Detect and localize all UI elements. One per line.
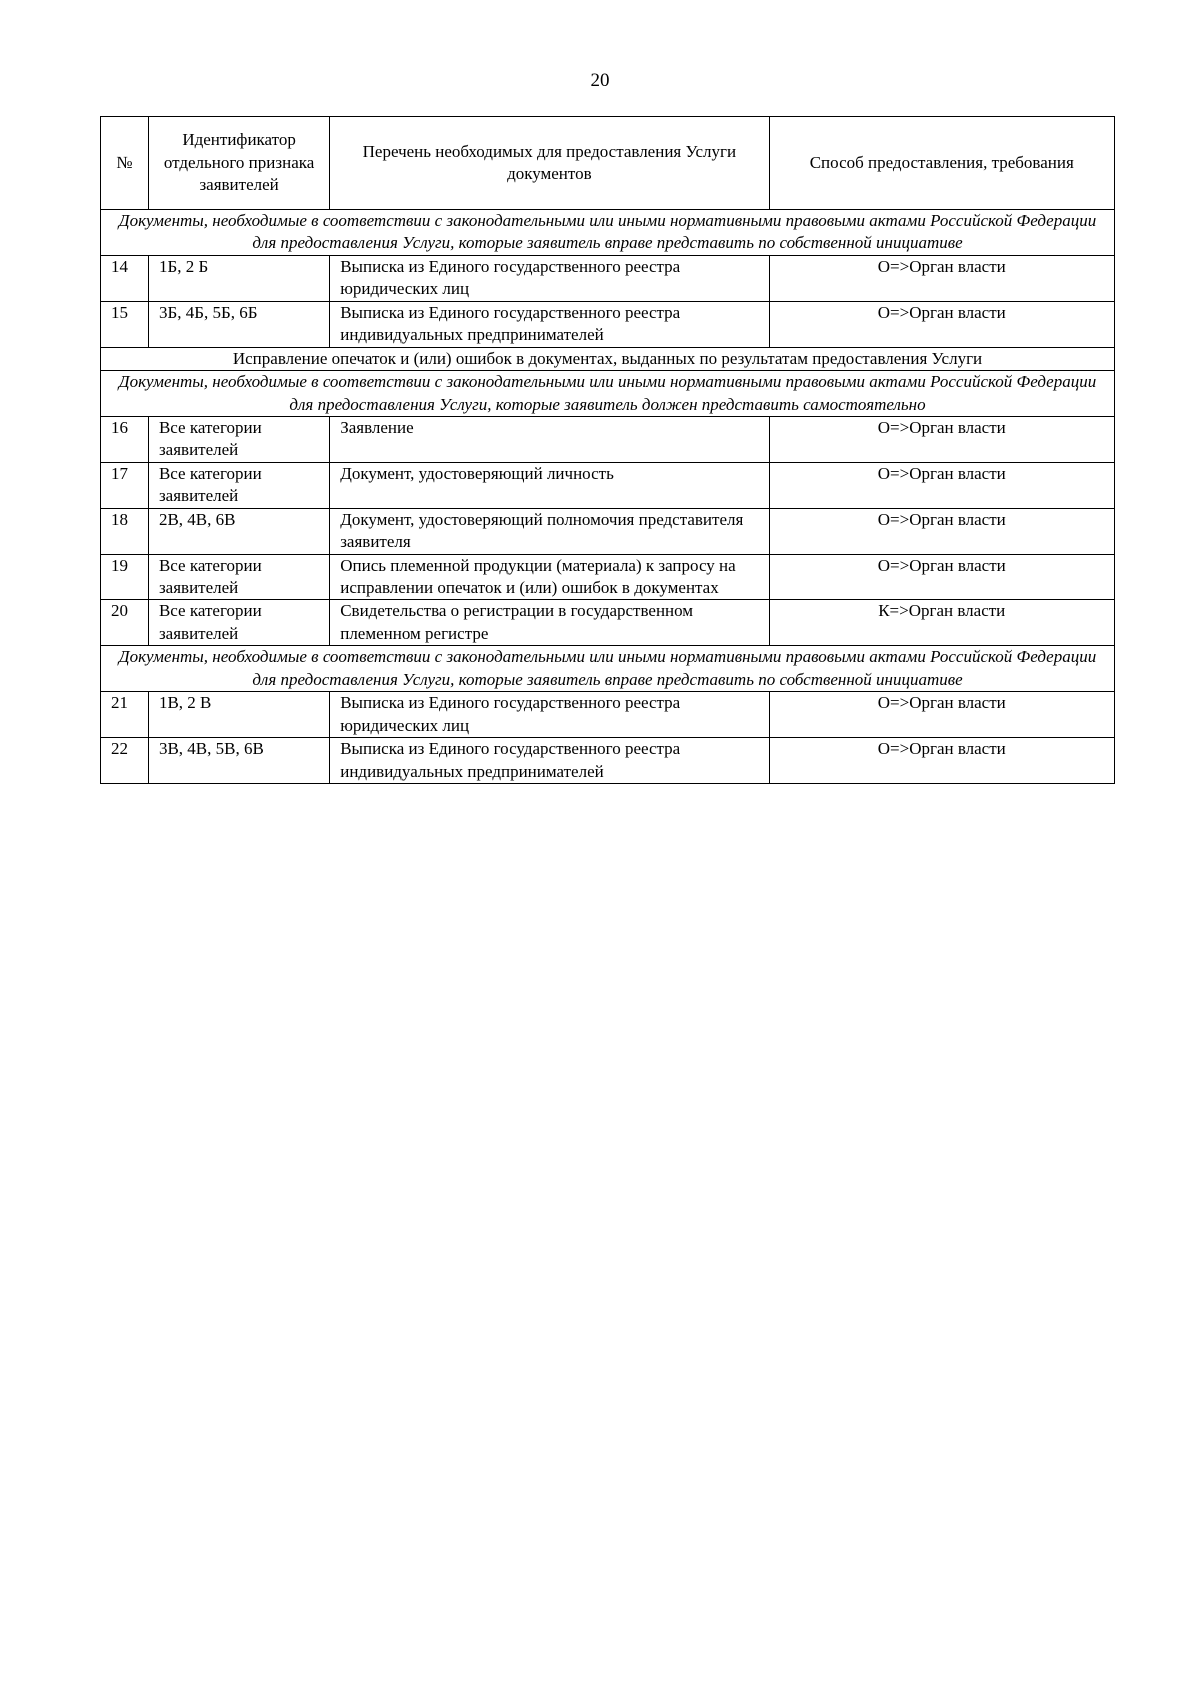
section-title-required-docs: Документы, необходимые в соответствии с законодательными или иными нормативными правовыми актами Российской Федерации для предоставления Услуги, которые заявитель должен представить самостоятельно <box>101 371 1115 417</box>
header-applicant-id: Идентификатор отдельного признака заявителей <box>148 117 329 210</box>
table-row <box>101 255 1115 301</box>
row-method: О=>Орган власти <box>769 462 1115 508</box>
row-num: 18 <box>101 508 149 554</box>
row-num: 17 <box>101 462 149 508</box>
row-method: О=>Орган власти <box>769 416 1115 462</box>
table-row <box>101 600 1115 646</box>
row-method: К=>Орган власти <box>769 600 1115 646</box>
row-method: О=>Орган власти <box>769 738 1115 784</box>
table-row <box>101 692 1115 738</box>
row-document: Выписка из Единого государственного реестра индивидуальных предпринимателей <box>330 738 769 784</box>
row-document: Выписка из Единого государственного реестра юридических лиц <box>330 255 769 301</box>
row-applicant-id: Все категории заявителей <box>148 462 329 508</box>
header-method: Способ предоставления, требования <box>769 117 1115 210</box>
row-method: О=>Орган власти <box>769 508 1115 554</box>
row-applicant-id: 3Б, 4Б, 5Б, 6Б <box>148 301 329 347</box>
row-num: 22 <box>101 738 149 784</box>
row-method: О=>Орган власти <box>769 255 1115 301</box>
row-applicant-id: Все категории заявителей <box>148 416 329 462</box>
section-row <box>101 371 1115 417</box>
row-num: 19 <box>101 554 149 600</box>
table-row <box>101 301 1115 347</box>
row-method: О=>Орган власти <box>769 301 1115 347</box>
row-document: Свидетельства о регистрации в государственном племенном регистре <box>330 600 769 646</box>
row-applicant-id: Все категории заявителей <box>148 554 329 600</box>
section-row <box>101 347 1115 370</box>
table-row <box>101 508 1115 554</box>
header-num: № <box>101 117 149 210</box>
page-number: 20 <box>590 70 610 91</box>
table-header-row <box>101 117 1115 210</box>
row-method: О=>Орган власти <box>769 554 1115 600</box>
documents-table <box>100 116 1115 784</box>
row-num: 20 <box>101 600 149 646</box>
row-num: 15 <box>101 301 149 347</box>
row-applicant-id: 1Б, 2 Б <box>148 255 329 301</box>
row-num: 21 <box>101 692 149 738</box>
section-title-corrections: Исправление опечаток и (или) ошибок в документах, выданных по результатам предоставления Услуги <box>101 347 1115 370</box>
section-row <box>101 210 1115 256</box>
table-row <box>101 462 1115 508</box>
section-row <box>101 646 1115 692</box>
row-applicant-id: 2В, 4В, 6В <box>148 508 329 554</box>
header-documents: Перечень необходимых для предоставления Услуги документов <box>330 117 769 210</box>
row-document: Документ, удостоверяющий полномочия представителя заявителя <box>330 508 769 554</box>
row-applicant-id: 3В, 4В, 5В, 6В <box>148 738 329 784</box>
row-num: 16 <box>101 416 149 462</box>
row-document: Опись племенной продукции (материала) к запросу на исправлении опечаток и (или) ошибок в документах <box>330 554 769 600</box>
section-title-optional-docs: Документы, необходимые в соответствии с законодательными или иными нормативными правовыми актами Российской Федерации для предоставления Услуги, которые заявитель вправе представить по собственной инициативе <box>101 210 1115 256</box>
table-row <box>101 738 1115 784</box>
row-num: 14 <box>101 255 149 301</box>
row-method: О=>Орган власти <box>769 692 1115 738</box>
table-row <box>101 554 1115 600</box>
row-document: Документ, удостоверяющий личность <box>330 462 769 508</box>
row-document: Заявление <box>330 416 769 462</box>
row-document: Выписка из Единого государственного реестра юридических лиц <box>330 692 769 738</box>
row-applicant-id: Все категории заявителей <box>148 600 329 646</box>
table-row <box>101 416 1115 462</box>
row-applicant-id: 1В, 2 В <box>148 692 329 738</box>
section-title-optional-docs-2: Документы, необходимые в соответствии с законодательными или иными нормативными правовыми актами Российской Федерации для предоставления Услуги, которые заявитель вправе представить по собственной инициативе <box>101 646 1115 692</box>
row-document: Выписка из Единого государственного реестра индивидуальных предпринимателей <box>330 301 769 347</box>
